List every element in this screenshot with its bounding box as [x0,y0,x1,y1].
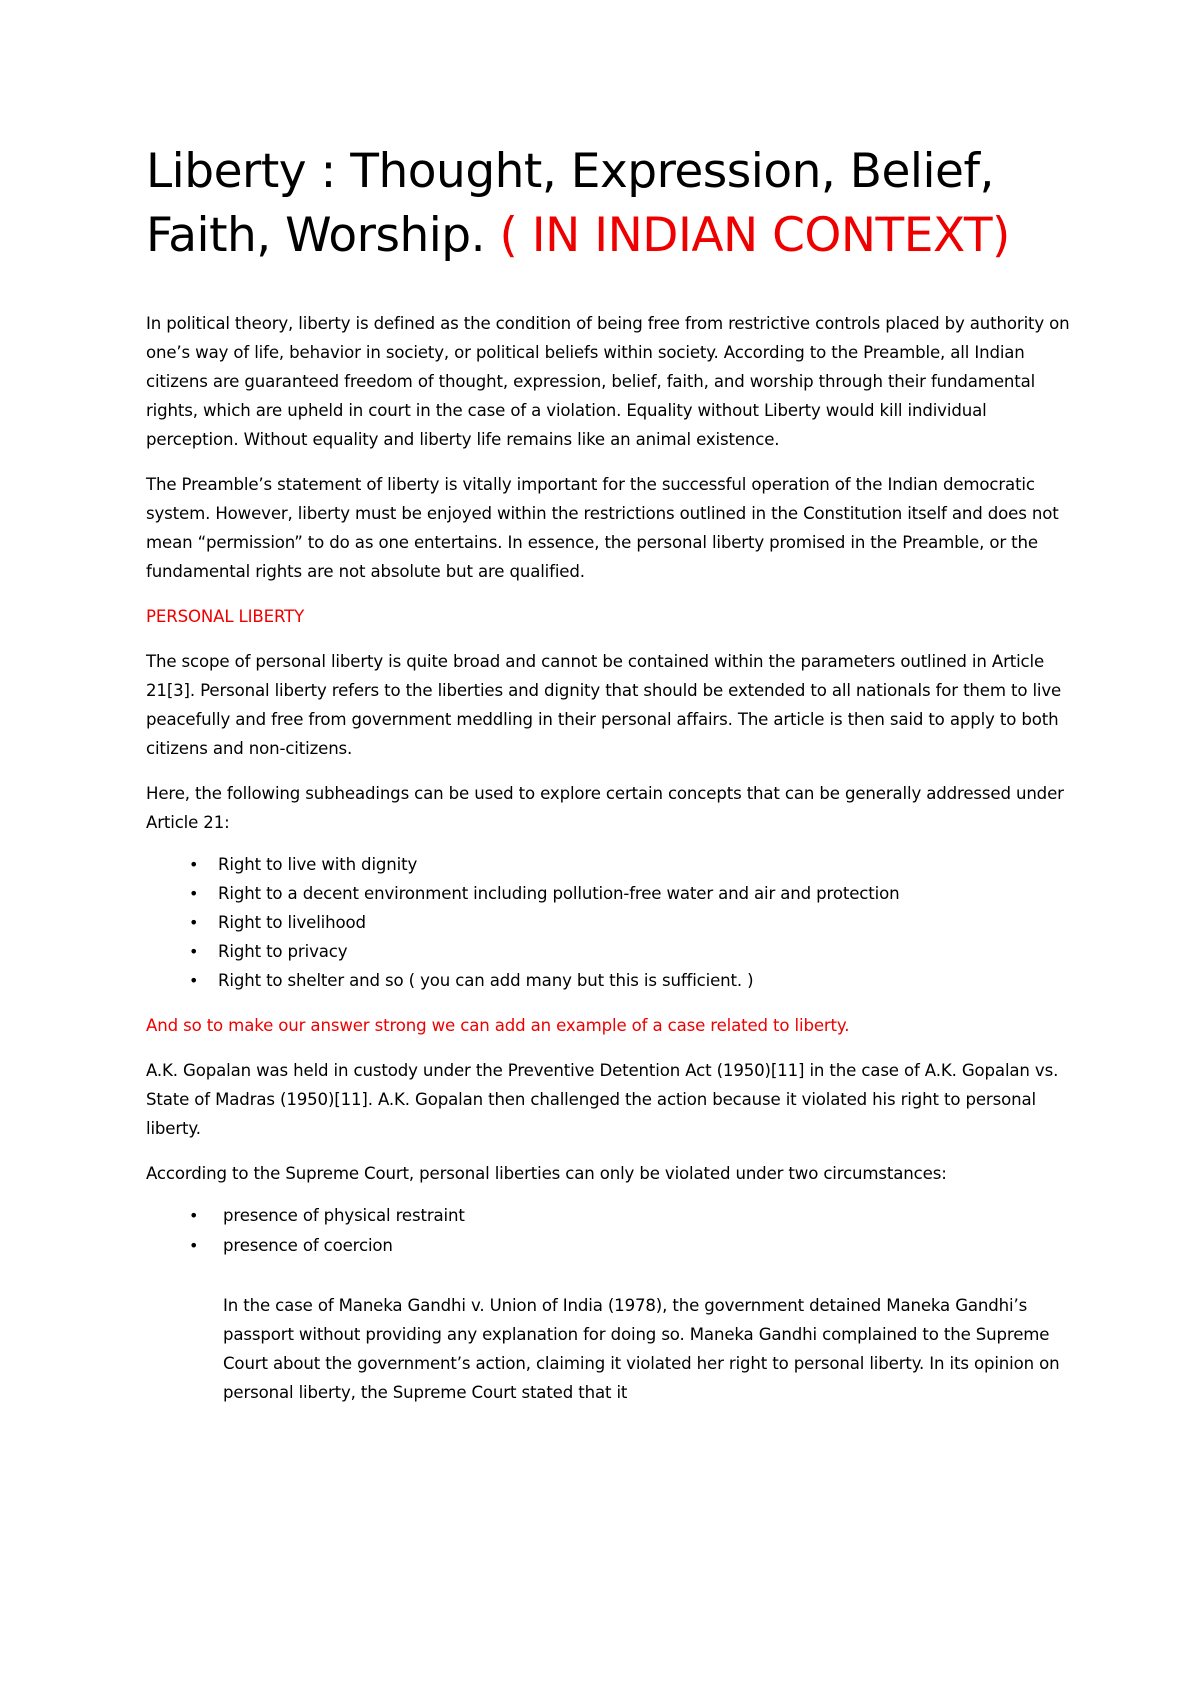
list-item [146,908,1076,937]
list-item-text: Right to livelihood [218,913,366,932]
paragraph-two-circumstances: According to the Supreme Court, personal liberties can only be violated under two circumstances: [146,1164,947,1183]
list-item-text: Right to shelter and so ( you can add many but this is sufficient. ) [218,971,754,990]
bullet-icon: • [189,855,199,874]
list-item-text: presence of coercion [223,1236,393,1255]
bullet-icon: • [189,971,199,990]
bullet-icon: • [189,884,199,903]
bullet-icon: • [189,913,199,932]
bullet-icon: • [189,942,199,961]
list-item [146,1201,1076,1231]
red-note-case-example: And so to make our answer strong we can add an example of a case related to liberty. [146,1016,850,1035]
page-title [146,140,1076,268]
paragraph-scope-personal-liberty: The scope of personal liberty is quite broad and cannot be contained within the parameters outlined in Article 21[3]. Personal liberty refers to the liberties and dignity that should be extended to all nationals for them to live peacefully and free from government meddling in their personal affairs. The article is then said to apply to both citizens and non-citizens. [146,652,1062,758]
list-item [146,1231,1076,1261]
section-heading-personal-liberty: PERSONAL LIBERTY [146,607,305,626]
list-item-text: Right to privacy [218,942,348,961]
paragraph-preamble-liberty: The Preamble’s statement of liberty is vitally important for the successful operation of the Indian democratic system. However, liberty must be enjoyed within the restrictions outlined in the Constitution itself and does not mean “permission” to do as one entertains. In essence, the personal liberty promised in the Preamble, or the fundamental rights are not absolute but are qualified. [146,475,1059,581]
list-item [146,879,1076,908]
paragraph-liberty-definition: In political theory, liberty is defined as the condition of being free from restrictive controls placed by authority on one’s way of life, behavior in society, or political beliefs within society. According to the Preamble, all Indian citizens are guaranteed freedom of thought, expression, belief, faith, and worship through their fundamental rights, which are upheld in court in the case of a violation. Equality without Liberty would kill individual perception. Without equality and liberty life remains like an animal existence. [146,314,1070,449]
title-context: ( IN INDIAN CONTEXT) [499,208,1010,263]
rights-list [146,850,1076,995]
list-item [146,850,1076,879]
list-item [146,966,1076,995]
list-item-text: Right to a decent environment including pollution-free water and air and protection [218,884,900,903]
paragraph-gopalan-case: A.K. Gopalan was held in custody under the Preventive Detention Act (1950)[11] in the case of A.K. Gopalan vs. State of Madras (1950)[11]. A.K. Gopalan then challenged the action because it violated his right to personal liberty. [146,1061,1059,1138]
document-body [146,140,1076,1407]
paragraph-maneka-gandhi-case: In the case of Maneka Gandhi v. Union of India (1978), the government detained Maneka Gandhi’s passport without providing any explanation for doing so. Maneka Gandhi complained to the Supreme Court about the government’s action, claiming it violated her right to personal liberty. In its opinion on personal liberty, the Supreme Court stated that it [223,1296,1060,1402]
circumstances-list [146,1201,1076,1261]
list-item-text: Right to live with dignity [218,855,418,874]
paragraph-article-21-intro: Here, the following subheadings can be used to explore certain concepts that can be generally addressed under Article 21: [146,784,1064,832]
bullet-icon: • [189,1206,199,1225]
list-item [146,937,1076,966]
title-main: Liberty : Thought, Expression, Belief, Faith, Worship. [146,144,994,263]
bullet-icon: • [189,1236,199,1255]
list-item-text: presence of physical restraint [223,1206,465,1225]
